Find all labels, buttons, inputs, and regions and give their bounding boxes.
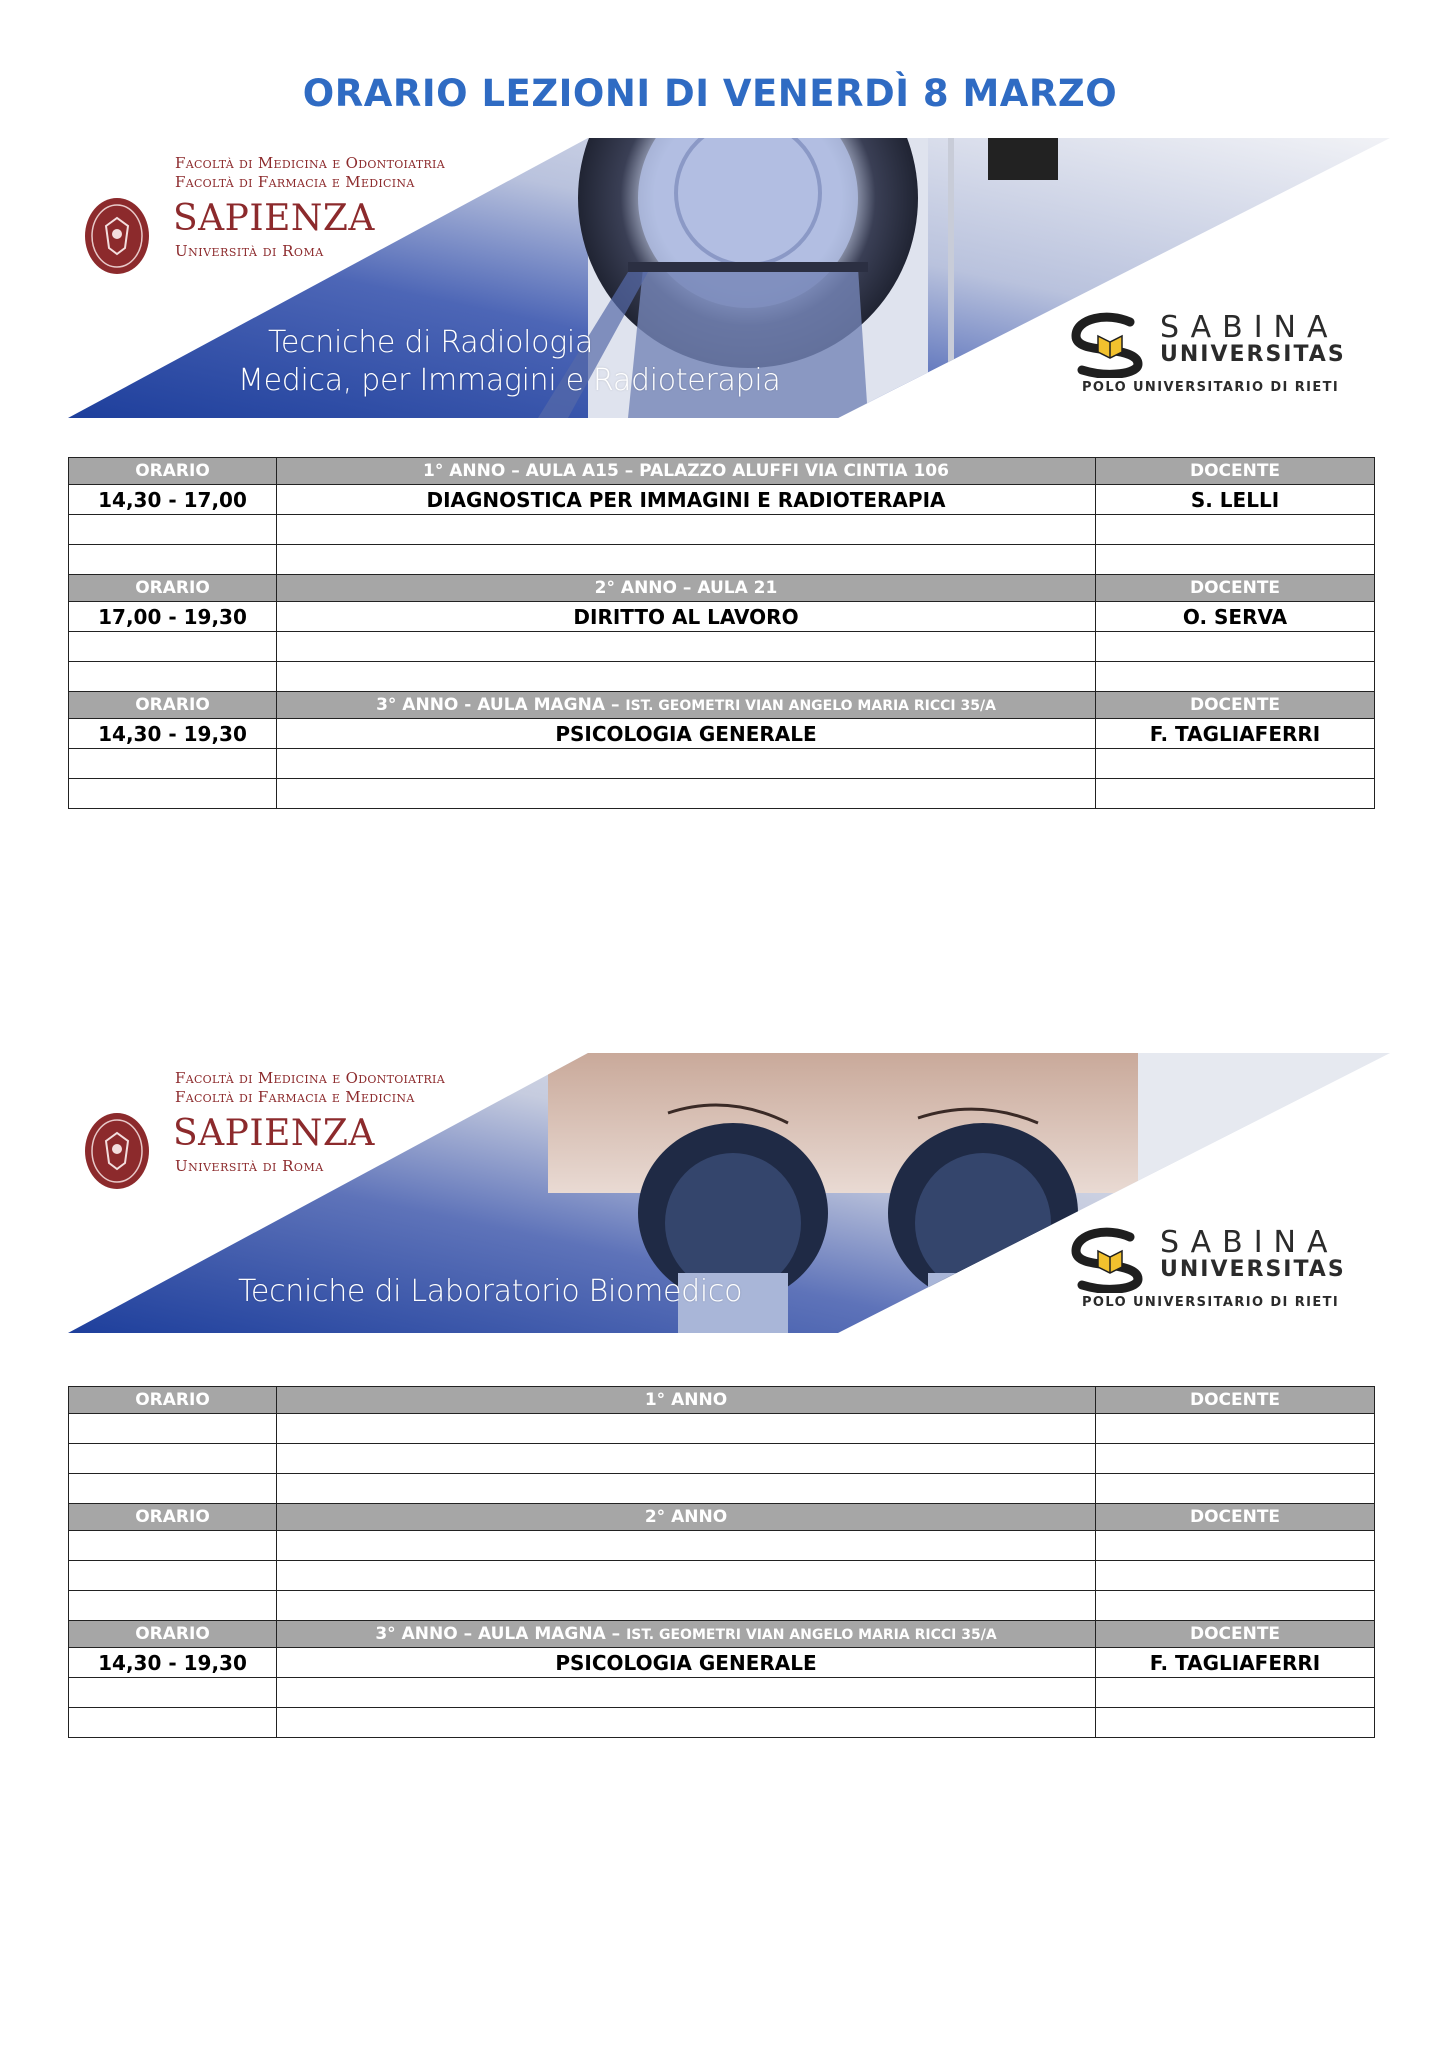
section-header-year-1 [69, 1387, 1375, 1414]
table-row [69, 602, 1375, 632]
table-row [69, 1474, 1375, 1504]
table-row [69, 1444, 1375, 1474]
course-line-2: Medica, per Immagini e Radioterapia [238, 363, 781, 398]
schedule-table-radiologia [68, 457, 1375, 809]
header-year: 2° ANNO – AULA 21 [277, 575, 1096, 602]
header-orario: ORARIO [69, 692, 277, 719]
partner-sub: UNIVERSITAS [1160, 1257, 1346, 1282]
teacher-cell [1096, 749, 1375, 779]
partner-name: SABINA [1160, 310, 1339, 345]
header-docente: DOCENTE [1096, 575, 1375, 602]
sapienza-seal-icon [84, 1111, 150, 1191]
banner-radiologia [68, 138, 1390, 418]
subject-cell [277, 1678, 1096, 1708]
time-cell [69, 545, 277, 575]
course-line-1: Tecniche di Laboratorio Biomedico [238, 1274, 743, 1309]
subject-cell [277, 1414, 1096, 1444]
teacher-cell [1096, 1678, 1375, 1708]
banner-laboratorio [68, 1053, 1390, 1333]
time-cell [69, 1474, 277, 1504]
header-orario: ORARIO [69, 1621, 277, 1648]
sapienza-logo [84, 1069, 504, 1209]
schedule-table-laboratorio [68, 1386, 1375, 1738]
subject-cell [277, 1531, 1096, 1561]
subject-cell [277, 1444, 1096, 1474]
section-header-year-2 [69, 575, 1375, 602]
teacher-cell: F. TAGLIAFERRI [1096, 719, 1375, 749]
time-cell [69, 632, 277, 662]
time-cell: 14,30 - 19,30 [69, 719, 277, 749]
partner-polo: POLO UNIVERSITARIO DI RIETI [1082, 380, 1340, 395]
time-cell: 14,30 - 19,30 [69, 1648, 277, 1678]
teacher-cell [1096, 545, 1375, 575]
subject-cell [277, 515, 1096, 545]
faculty-line-2: Facoltà di Farmacia e Medicina [175, 1088, 415, 1106]
partner-polo: POLO UNIVERSITARIO DI RIETI [1082, 1295, 1340, 1310]
table-row [69, 545, 1375, 575]
subject-cell: PSICOLOGIA GENERALE [277, 719, 1096, 749]
time-cell [69, 1561, 277, 1591]
sabina-book-logo-icon [1068, 1227, 1150, 1293]
subject-cell [277, 662, 1096, 692]
subject-cell [277, 632, 1096, 662]
teacher-cell [1096, 515, 1375, 545]
time-cell: 17,00 - 19,30 [69, 602, 277, 632]
teacher-cell: F. TAGLIAFERRI [1096, 1648, 1375, 1678]
subject-cell: PSICOLOGIA GENERALE [277, 1648, 1096, 1678]
header-year: 3° ANNO – AULA MAGNA – IST. GEOMETRI VIAN ANGELO MARIA RICCI 35/A [277, 1621, 1096, 1648]
table-row [69, 662, 1375, 692]
subject-cell [277, 749, 1096, 779]
time-cell [69, 1678, 277, 1708]
time-cell [69, 1444, 277, 1474]
time-cell [69, 662, 277, 692]
header-year: 1° ANNO – AULA A15 – PALAZZO ALUFFI VIA CINTIA 106 [277, 458, 1096, 485]
header-docente: DOCENTE [1096, 458, 1375, 485]
teacher-cell [1096, 1531, 1375, 1561]
table-row [69, 1561, 1375, 1591]
subject-cell [277, 1474, 1096, 1504]
table-row [69, 485, 1375, 515]
course-title-radiologia [238, 324, 780, 400]
subject-cell: DIRITTO AL LAVORO [277, 602, 1096, 632]
course-title-laboratorio [238, 1273, 742, 1311]
table-row [69, 1678, 1375, 1708]
university-city: Università di Roma [175, 1157, 324, 1175]
teacher-cell: O. SERVA [1096, 602, 1375, 632]
header-year: 2° ANNO [277, 1504, 1096, 1531]
header-orario: ORARIO [69, 1504, 277, 1531]
time-cell [69, 1531, 277, 1561]
sapienza-seal-icon [84, 196, 150, 276]
sapienza-logo [84, 154, 504, 294]
table-row [69, 515, 1375, 545]
time-cell [69, 749, 277, 779]
header-docente: DOCENTE [1096, 1504, 1375, 1531]
header-docente: DOCENTE [1096, 1621, 1375, 1648]
course-line-1: Tecniche di Radiologia [268, 325, 594, 360]
table-row [69, 719, 1375, 749]
header-orario: ORARIO [69, 458, 277, 485]
teacher-cell [1096, 1444, 1375, 1474]
teacher-cell [1096, 1561, 1375, 1591]
subject-cell [277, 1591, 1096, 1621]
time-cell [69, 1591, 277, 1621]
sabina-book-logo-icon [1068, 312, 1150, 378]
sabina-logo [1068, 1227, 1398, 1317]
header-docente: DOCENTE [1096, 692, 1375, 719]
section-header-year-3 [69, 1621, 1375, 1648]
faculty-line-2: Facoltà di Farmacia e Medicina [175, 173, 415, 191]
table-row [69, 749, 1375, 779]
section-header-year-1 [69, 458, 1375, 485]
sabina-logo [1068, 312, 1398, 402]
table-row [69, 779, 1375, 809]
table-row [69, 1591, 1375, 1621]
teacher-cell: S. LELLI [1096, 485, 1375, 515]
page-title: ORARIO LEZIONI DI VENERDÌ 8 MARZO [302, 72, 1118, 115]
table-row [69, 1648, 1375, 1678]
partner-sub: UNIVERSITAS [1160, 342, 1346, 367]
time-cell [69, 1708, 277, 1738]
time-cell: 14,30 - 17,00 [69, 485, 277, 515]
subject-cell: DIAGNOSTICA PER IMMAGINI E RADIOTERAPIA [277, 485, 1096, 515]
section-header-year-2 [69, 1504, 1375, 1531]
faculty-line-1: Facoltà di Medicina e Odontoiatria [175, 1069, 445, 1087]
teacher-cell [1096, 1474, 1375, 1504]
time-cell [69, 1414, 277, 1444]
header-orario: ORARIO [69, 575, 277, 602]
teacher-cell [1096, 662, 1375, 692]
table-row [69, 1708, 1375, 1738]
header-year: 1° ANNO [277, 1387, 1096, 1414]
teacher-cell [1096, 1414, 1375, 1444]
section-header-year-3 [69, 692, 1375, 719]
teacher-cell [1096, 1708, 1375, 1738]
university-city: Università di Roma [175, 242, 324, 260]
university-name: SAPIENZA [173, 198, 375, 239]
teacher-cell [1096, 779, 1375, 809]
subject-cell [277, 545, 1096, 575]
teacher-cell [1096, 1591, 1375, 1621]
university-name: SAPIENZA [173, 1113, 375, 1154]
header-orario: ORARIO [69, 1387, 277, 1414]
header-docente: DOCENTE [1096, 1387, 1375, 1414]
subject-cell [277, 1708, 1096, 1738]
teacher-cell [1096, 632, 1375, 662]
subject-cell [277, 1561, 1096, 1591]
faculty-line-1: Facoltà di Medicina e Odontoiatria [175, 154, 445, 172]
table-row [69, 632, 1375, 662]
table-row [69, 1414, 1375, 1444]
time-cell [69, 515, 277, 545]
subject-cell [277, 779, 1096, 809]
header-year: 3° ANNO - AULA MAGNA – IST. GEOMETRI VIAN ANGELO MARIA RICCI 35/A [277, 692, 1096, 719]
time-cell [69, 779, 277, 809]
table-row [69, 1531, 1375, 1561]
partner-name: SABINA [1160, 1225, 1339, 1260]
